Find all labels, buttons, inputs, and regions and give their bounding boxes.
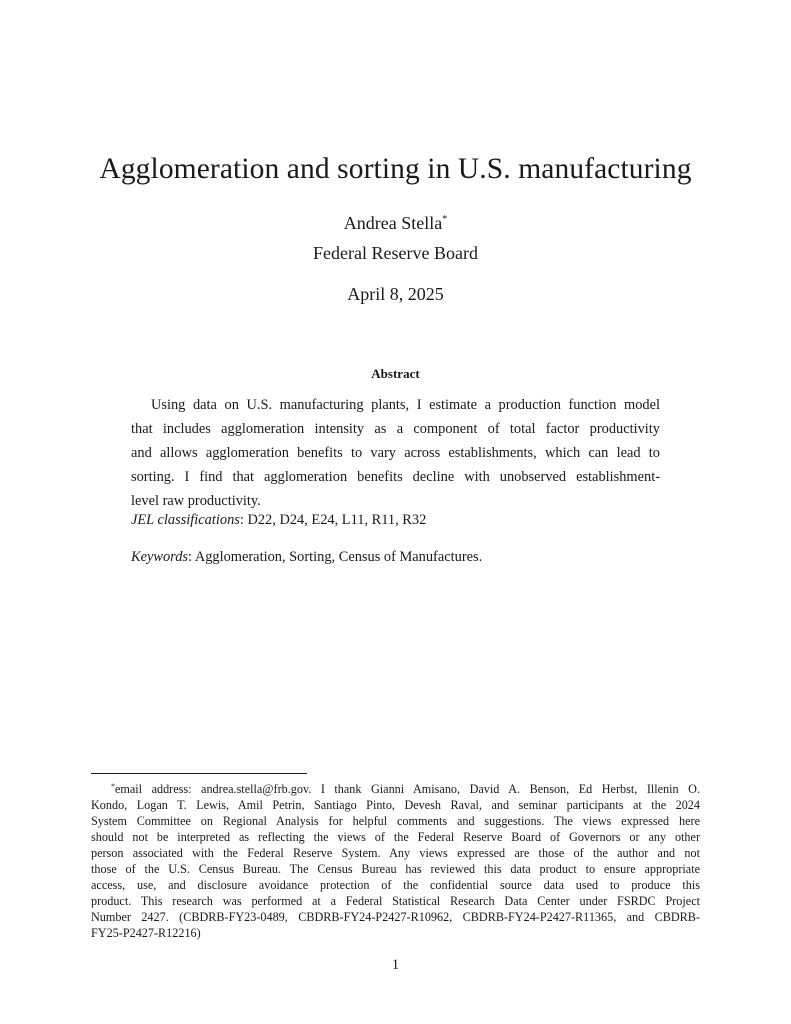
footnote-line-text: email address: andrea.stella@frb.gov. I thank Gianni Amisano, David A. Benson, Ed Herbst, Illenin O. xyxy=(115,782,700,796)
footnote-line: product. This research was performed at a Federal Statistical Research Data Center under FSRDC Project xyxy=(91,894,700,908)
paper-date: April 8, 2025 xyxy=(347,284,444,304)
footnote-line xyxy=(91,779,700,797)
author-footnote xyxy=(91,779,700,941)
author-footnote-mark[interactable]: * xyxy=(442,214,448,225)
keywords-value: : Agglomeration, Sorting, Census of Manufactures. xyxy=(188,549,483,565)
footnote-line: access, use, and disclosure avoidance protection of the confidential source data used to produce this xyxy=(91,878,700,892)
abstract-text xyxy=(131,393,660,513)
jel-classifications xyxy=(131,512,426,529)
footnote-divider xyxy=(91,773,307,774)
abstract-line: and allows agglomeration benefits to vary across establishments, which can lead to xyxy=(131,445,660,461)
footnote-line: Kondo, Logan T. Lewis, Amil Petrin, Santiago Pinto, Devesh Raval, and seminar participants at the 2024 xyxy=(91,798,700,812)
abstract-line: level raw productivity. xyxy=(131,493,261,509)
jel-value: : D22, D24, E24, L11, R11, R32 xyxy=(239,512,427,528)
keywords xyxy=(131,549,482,566)
author-name-text: Andrea Stella xyxy=(343,213,443,233)
jel-label: JEL classifications xyxy=(131,512,240,528)
footnote-line: System Committee on Regional Analysis for helpful comments and suggestions. The views expressed here xyxy=(91,814,700,828)
page-number: 1 xyxy=(391,957,400,973)
abstract-line: that includes agglomeration intensity as a component of total factor productivity xyxy=(131,421,660,437)
footnote-line: person associated with the Federal Reserve System. Any views expressed are those of the author and not xyxy=(91,846,700,860)
footnote-line: FY25-P2427-R12216) xyxy=(91,926,201,940)
keywords-label: Keywords xyxy=(131,549,189,565)
author-name xyxy=(0,213,791,234)
author-affiliation: Federal Reserve Board xyxy=(313,243,478,263)
abstract-line: Using data on U.S. manufacturing plants, I estimate a production function model xyxy=(151,397,660,413)
footnote-line: should not be interpreted as reflecting the views of the Federal Reserve Board of Governors or any other xyxy=(91,830,700,844)
paper-title: Agglomeration and sorting in U.S. manufacturing xyxy=(99,153,692,185)
footnote-line: those of the U.S. Census Bureau. The Census Bureau has reviewed this data product to ensure appropriate xyxy=(91,862,700,876)
footnote-mark: * xyxy=(111,782,115,791)
abstract-heading: Abstract xyxy=(371,366,420,381)
abstract-line: sorting. I find that agglomeration benefits decline with unobserved establishment- xyxy=(131,469,660,485)
footnote-line: Number 2427. (CBDRB-FY23-0489, CBDRB-FY24-P2427-R10962, CBDRB-FY24-P2427-R11365, and CBDRB- xyxy=(91,910,700,924)
